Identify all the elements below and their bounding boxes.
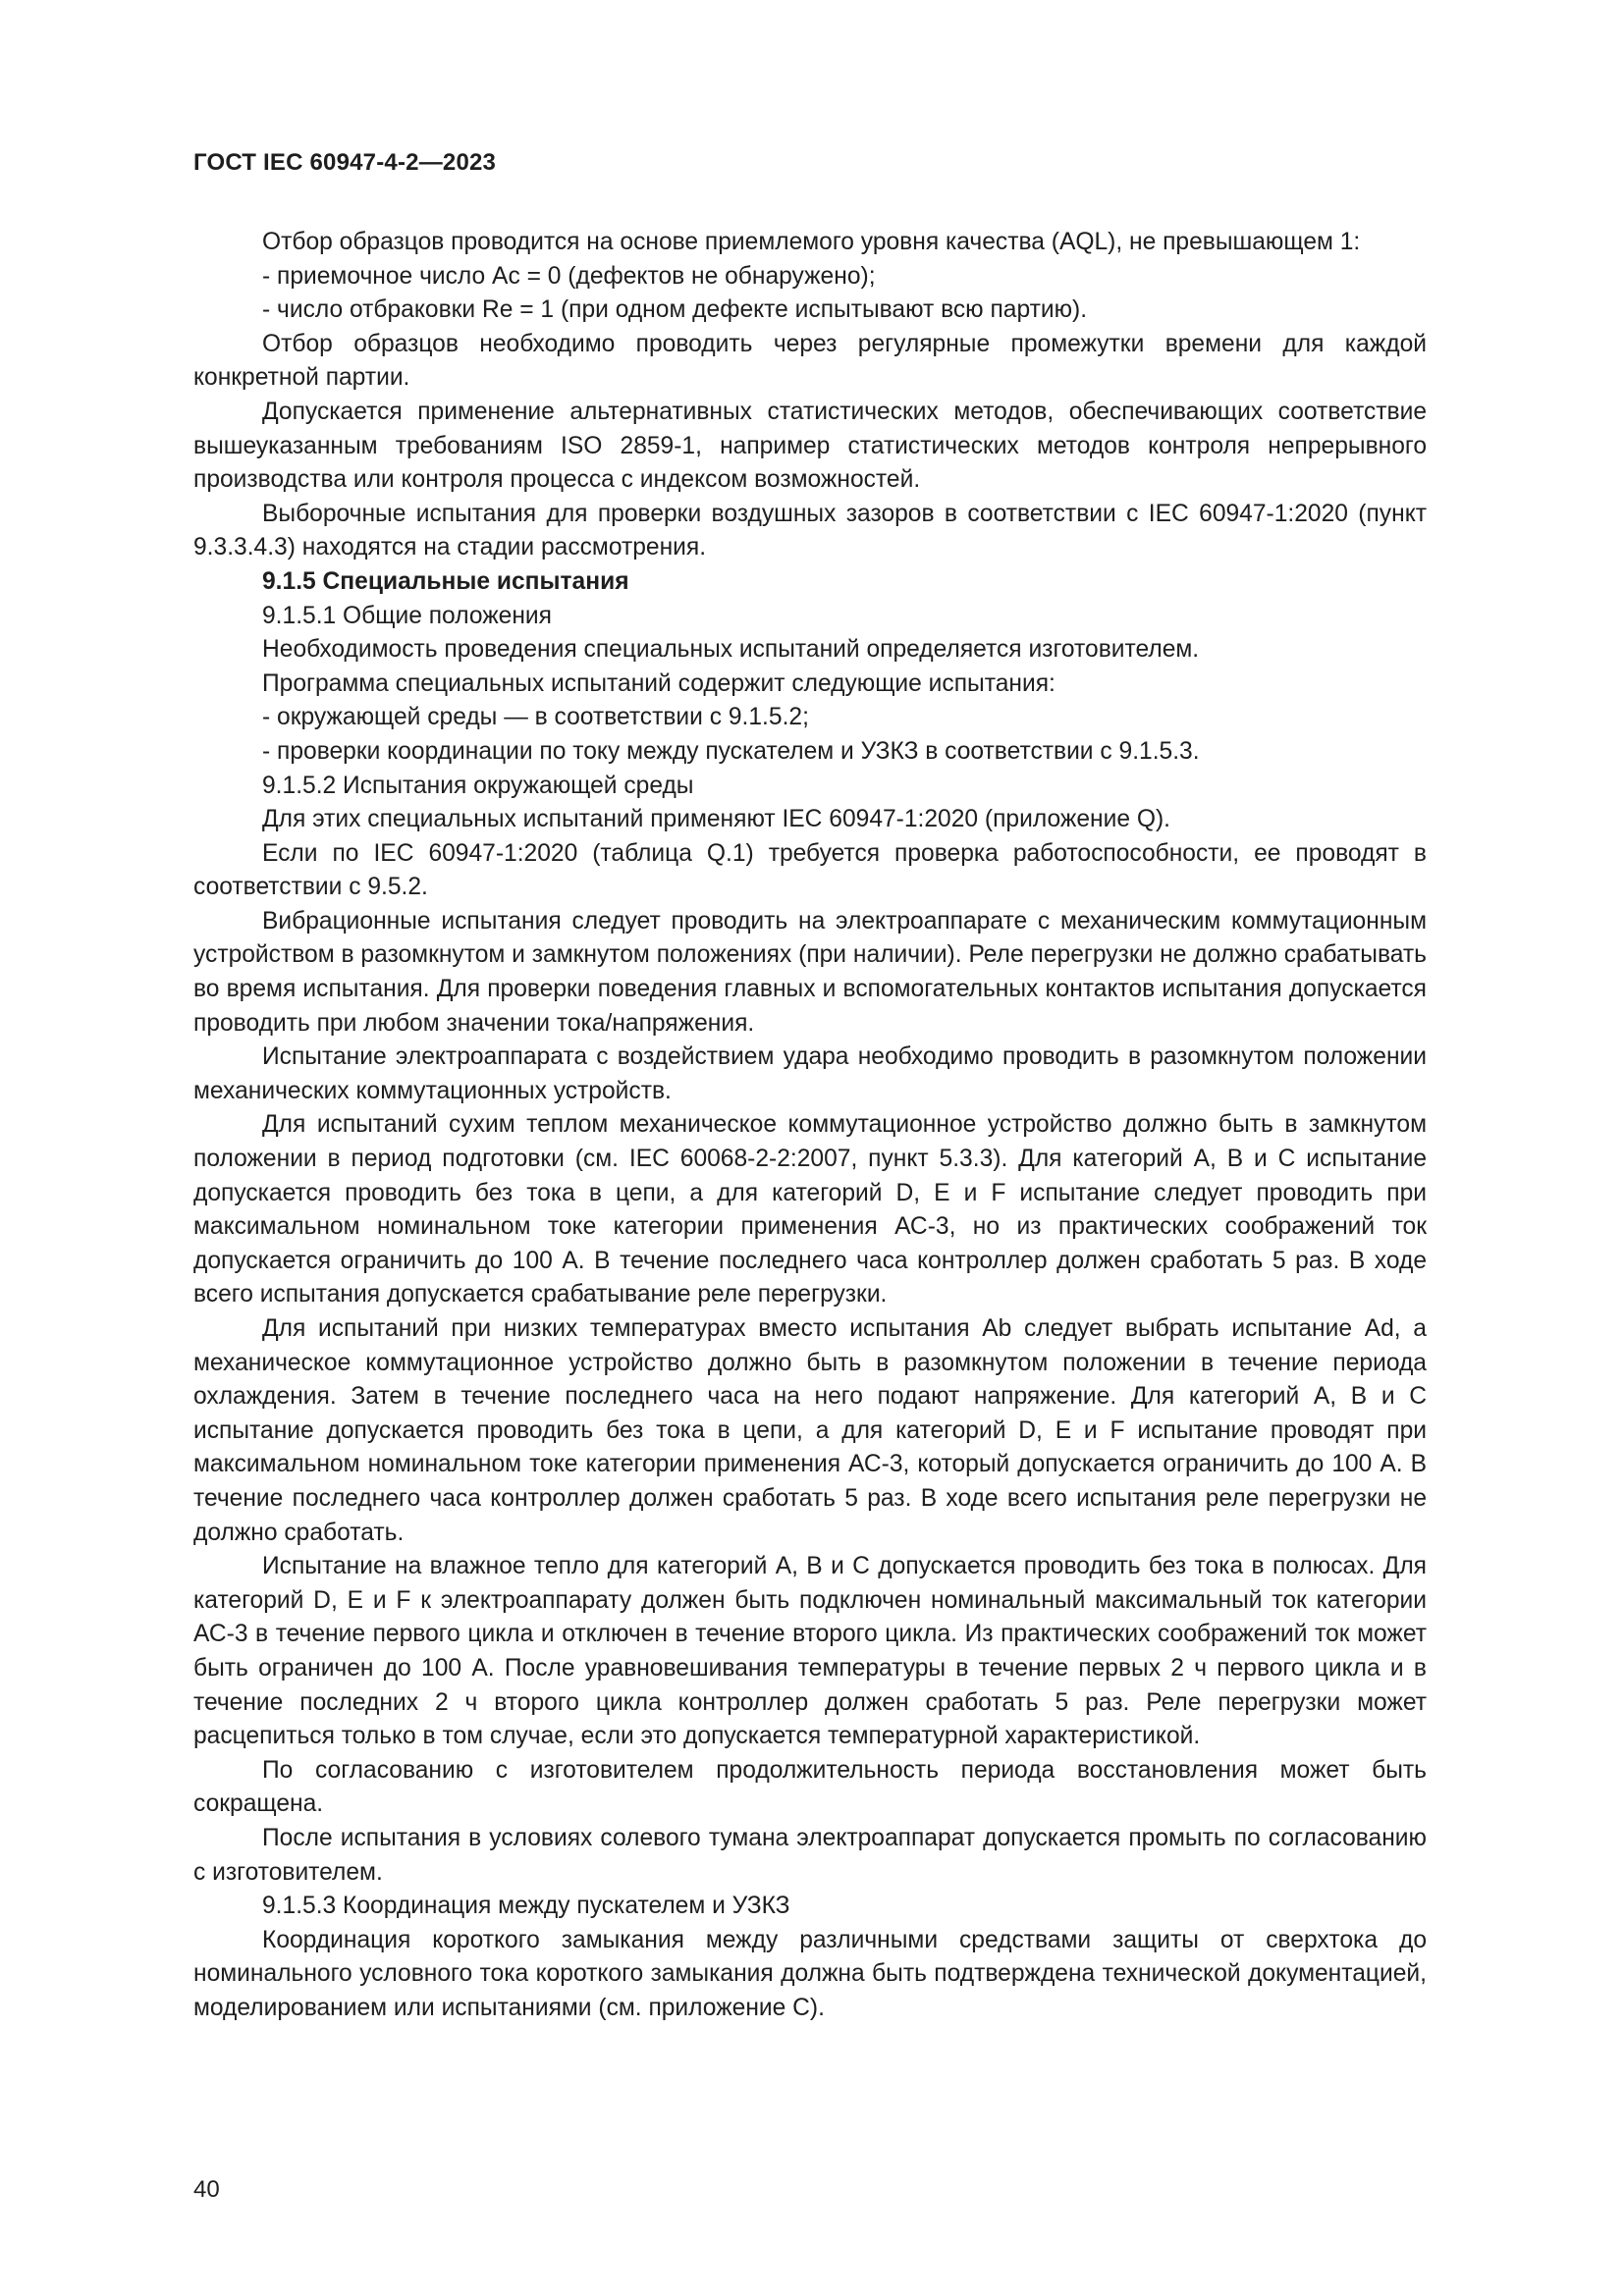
paragraph-table-q1: Если по IEC 60947-1:2020 (таблица Q.1) требуется проверка работоспособности, ее проводят в соответствии с 9.5.2. <box>193 839 1427 901</box>
paragraph-vibration-tests: Вибрационные испытания следует проводить на электроаппарате с механическим коммутационным устройством в разомкнутом и замкнутом положениях (при наличии). Реле перегрузки не должно срабатывать во время испытания. Для проверки поведения главных и вспомогательных контактов испытания допускается проводить при любом значении тока/напряжения. <box>193 907 1427 1037</box>
paragraph-damp-heat-tests: Испытание на влажное тепло для категорий А, В и С допускается проводить без тока в полюсах. Для категорий D, Е и F к электроаппарату должен быть подключен номинальный максимальный ток категории АС-3 в течение первого цикла и отключен в течение второго цикла. Из практических соображений ток может быть ограничен до 100 А. После уравновешивания температуры в течение первых 2 ч первого цикла и в течение последних 2 ч второго цикла контроллер должен сработать 5 раз. Реле перегрузки может расцепиться только в том случае, если это допускается температурной характеристикой. <box>193 1553 1427 1750</box>
paragraph-clearance-tests: Выборочные испытания для проверки воздушных зазоров в соответствии с IEC 60947-1:2020 (пункт 9.3.3.4.3) находятся на стадии рассмотрения. <box>193 500 1427 561</box>
list-item-acceptance-number: - приемочное число Ас = 0 (дефектов не обнаружено); <box>262 262 876 290</box>
page-number: 40 <box>193 2176 220 2203</box>
paragraph-cold-tests: Для испытаний при низких температурах вместо испытания Ab следует выбрать испытание Ad, а механическое коммутационное устройство должно быть в разомкнутом положении в течение периода охлаждения. Затем в течение последнего часа на него подают напряжение. Для категорий А, В и С испытание допускается проводить без тока в цепи, а для категорий D, Е и F испытание проводят при максимальном номинальном токе категории применения АС-3, который допускается ограничить до 100 А. В течение последнего часа контроллер должен сработать 5 раз. В ходе всего испытания реле перегрузки не должно сработать. <box>193 1315 1427 1546</box>
paragraph-iec-appendix-q: Для этих специальных испытаний применяют IEC 60947-1:2020 (приложение Q). <box>262 806 1170 833</box>
list-item-coordination: - проверки координации по току между пускателем и УЗКЗ в соответствии с 9.1.5.3. <box>262 737 1200 765</box>
paragraph-salt-mist: После испытания в условиях солевого тумана электроаппарат допускается промыть по согласованию с изготовителем. <box>193 1824 1427 1886</box>
document-body <box>193 226 1427 2025</box>
paragraph-shock-tests: Испытание электроаппарата с воздействием удара необходимо проводить в разомкнутом положении механических коммутационных устройств. <box>193 1043 1427 1104</box>
paragraph-necessity: Необходимость проведения специальных испытаний определяется изготовителем. <box>262 636 1200 664</box>
subsection-heading-coordination: 9.1.5.3 Координация между пускателем и УЗКЗ <box>262 1893 790 1920</box>
paragraph-alternative-methods: Допускается применение альтернативных статистических методов, обеспечивающих соответствие вышеуказанным требованиям ISO 2859-1, например статистических методов контроля непрерывного производства или контроля процесса с индексом возможностей. <box>193 398 1427 494</box>
paragraph-sampling-intervals: Отбор образцов необходимо проводить через регулярные промежутки времени для каждой конкретной партии. <box>193 330 1427 392</box>
paragraph-sampling-aql: Отбор образцов проводится на основе приемлемого уровня качества (AQL), не превышающем 1: <box>262 229 1361 255</box>
list-item-rejection-number: - число отбраковки Re = 1 (при одном дефекте испытывают всю партию). <box>262 296 1088 324</box>
paragraph-short-circuit-coordination: Координация короткого замыкания между различными средствами защиты от сверхтока до номинального условного тока короткого замыкания должна быть подтверждена технической документацией, моделированием или испытаниями (см. приложение С). <box>193 1926 1427 2021</box>
paragraph-recovery-period: По согласованию с изготовителем продолжительность периода восстановления может быть сокращена. <box>193 1756 1427 1818</box>
subsection-heading-general: 9.1.5.1 Общие положения <box>262 602 552 629</box>
paragraph-dry-heat-tests: Для испытаний сухим теплом механическое коммутационное устройство должно быть в замкнутом положении в период подготовки (см. IEC 60068-2-2:2007, пункт 5.3.3). Для категорий А, В и С испытание допускается проводить без тока в цепи, а для категорий D, Е и F испытание следует проводить при максимальном номинальном токе категории применения АС-3, но из практических соображений ток допускается ограничить до 100 А. В течение последнего часа контроллер должен сработать 5 раз. В ходе всего испытания допускается срабатывание реле перегрузки. <box>193 1111 1427 1308</box>
list-item-environment: - окружающей среды — в соответствии с 9.1.5.2; <box>262 704 809 731</box>
subsection-heading-environment-tests: 9.1.5.2 Испытания окружающей среды <box>262 772 694 799</box>
section-heading-special-tests: 9.1.5 Специальные испытания <box>262 567 629 595</box>
paragraph-program: Программа специальных испытаний содержит следующие испытания: <box>262 669 1056 697</box>
document-header: ГОСТ IEC 60947-4-2—2023 <box>193 149 497 176</box>
